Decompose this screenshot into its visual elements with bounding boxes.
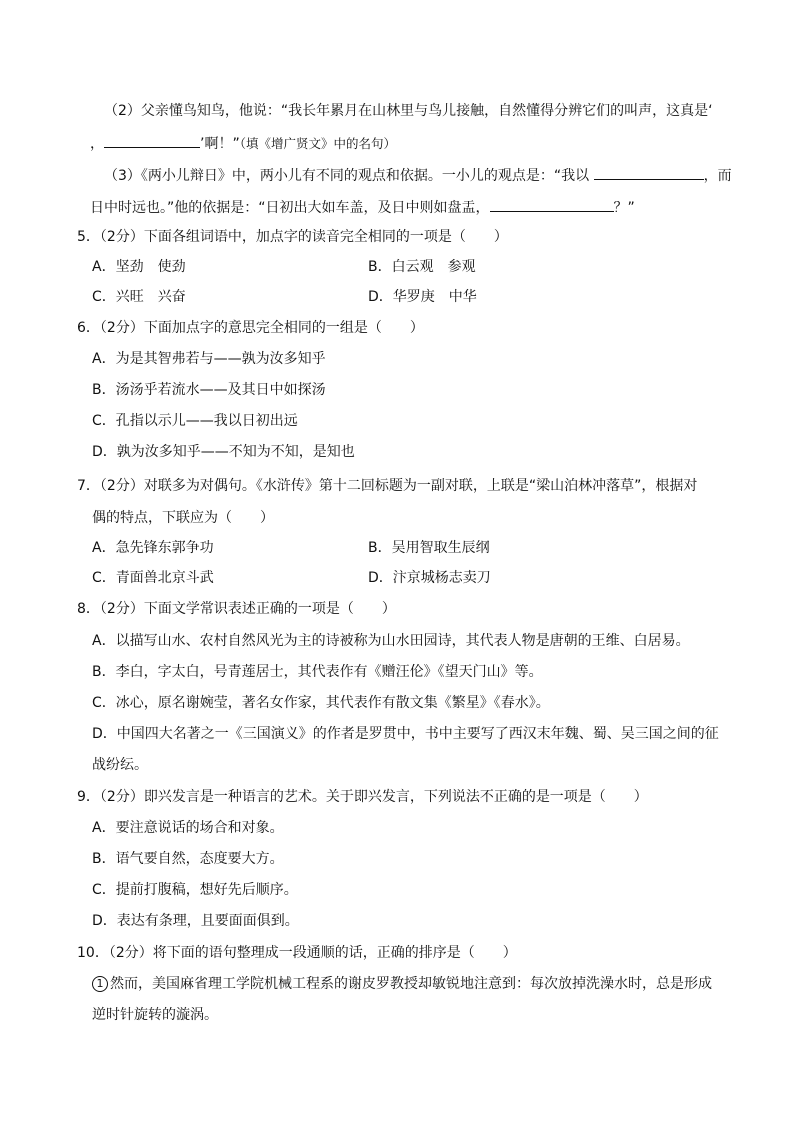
q9-option-c[interactable]: C．提前打腹稿，想好先后顺序。 (92, 882, 298, 898)
q4-2-line1: （2）父亲懂鸟知鸟，他说：“我长年累月在山林里与鸟儿接触，自然懂得分辨它们的叫声，这真是‘ (104, 103, 713, 119)
q7-option-b[interactable]: B．吴用智取生辰纲 (368, 540, 490, 556)
q10-sentence-1-line1 (92, 974, 712, 994)
q8-option-a[interactable]: A．以描写山水、农村自然风光为主的诗被称为山水田园诗，其代表人物是唐朝的王维、白居易。 (92, 633, 690, 649)
q6-option-a[interactable]: A．为是其智弗若与——孰为汝多知乎 (92, 351, 326, 367)
q4-3-text1: （3）《两小儿辩日》中，两小儿有不同的观点和依据。一小儿的观点是：“我以 (104, 168, 590, 184)
q8-option-c[interactable]: C．冰心，原名谢婉莹，著名女作家，其代表作有散文集《繁星》《春水》。 (92, 695, 550, 711)
q6-option-c[interactable]: C．孔指以示儿——我以日初出远 (92, 413, 298, 429)
q9-option-a[interactable]: A．要注意说话的场合和对象。 (92, 820, 284, 836)
q4-3-text2: 日中时远也。”他的依据是：“日初出大如车盖，及日中则如盘盂， (90, 200, 490, 216)
q7-stem-line2: 偶的特点，下联应为（ ） (92, 510, 274, 526)
answer-blank[interactable] (594, 165, 704, 180)
q8-option-d-line1[interactable]: D．中国四大名著之一《三国演义》的作者是罗贯中，书中主要写了西汉末年魏、蜀、吴三国之间的征 (92, 726, 719, 742)
q10-sentence-1-text: 然而，美国麻省理工学院机械工程系的谢皮罗教授却敏锐地注意到：每次放掉洗澡水时，总是形成 (110, 976, 712, 992)
q4-3-text1b: ，而 (703, 168, 732, 184)
q7-option-c[interactable]: C．青面兽北京斗武 (92, 570, 214, 586)
q4-2-after-blank: ’啊！” (200, 136, 240, 152)
q5-option-b[interactable]: B．白云观 参观 (368, 259, 476, 275)
q4-2-line2 (90, 133, 396, 154)
answer-blank[interactable] (490, 197, 614, 212)
q10-sentence-1-line2: 逆时针旋转的漩涡。 (92, 1007, 218, 1023)
q4-2-comma: ， (90, 136, 104, 152)
q8-option-d-line2: 战纷纭。 (92, 757, 148, 773)
q9-stem: 9．（2分）即兴发言是一种语言的艺术。关于即兴发言，下列说法不正确的是一项是（ ） (77, 789, 648, 805)
q5-stem: 5．（2分）下面各组词语中，加点字的读音完全相同的一项是（ ） (77, 229, 508, 245)
sentence-number-badge: 1 (92, 976, 108, 992)
q9-option-b[interactable]: B．语气要自然，态度要大方。 (92, 851, 284, 867)
q7-stem-line1: 7．（2分）对联多为对偶句。《水浒传》第十二回标题为一副对联，上联是“梁山泊林冲落草”，根据对 (77, 478, 698, 494)
q5-option-c[interactable]: C．兴旺 兴奋 (92, 289, 186, 305)
q6-stem: 6．（2分）下面加点字的意思完全相同的一组是（ ） (77, 320, 424, 336)
q4-3-line1 (104, 165, 732, 186)
q8-option-b[interactable]: B．李白，字太白，号青莲居士，其代表作有《赠汪伦》《望天门山》等。 (92, 664, 543, 680)
q4-2-hint: （填《增广贤文》中的名句） (239, 136, 396, 151)
q6-option-b[interactable]: B．汤汤乎若流水——及其日中如探汤 (92, 382, 326, 398)
q10-stem: 10．（2分）将下面的语句整理成一段通顺的话，正确的排序是（ ） (77, 945, 517, 961)
q4-3-text2b: ？” (613, 200, 635, 216)
q5-option-d[interactable]: D．华罗庚 中华 (368, 289, 477, 305)
answer-blank[interactable] (104, 133, 200, 148)
q7-option-d[interactable]: D．汴京城杨志卖刀 (368, 570, 491, 586)
q6-option-d[interactable]: D．孰为汝多知乎——不知为不知，是知也 (92, 444, 355, 460)
q4-3-line2 (90, 197, 635, 218)
q8-stem: 8．（2分）下面文学常识表述正确的一项是（ ） (77, 601, 396, 617)
q5-option-a[interactable]: A．坚劲 使劲 (92, 259, 186, 275)
q7-option-a[interactable]: A．急先锋东郭争功 (92, 540, 214, 556)
q9-option-d[interactable]: D．表达有条理，且要面面俱到。 (92, 913, 299, 929)
